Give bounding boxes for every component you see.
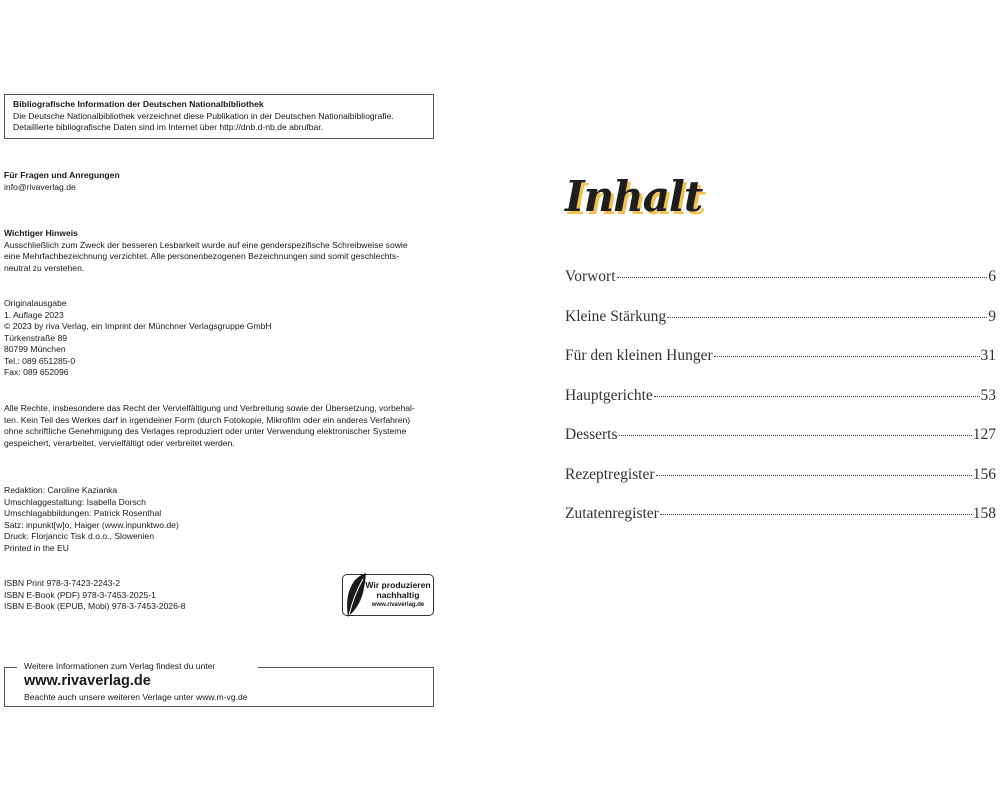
biblio-title: Bibliografische Information der Deutschen Nationalbibliothek	[13, 99, 264, 109]
isbn-line: ISBN E-Book (PDF) 978-3-7453-2025-1	[4, 589, 156, 600]
toc-entry[interactable]	[565, 505, 996, 545]
toc-leader-dots	[667, 317, 987, 318]
toc-entry[interactable]	[565, 387, 996, 427]
box-border-left	[5, 667, 17, 668]
sustainability-badge	[342, 574, 434, 616]
toc-leader-dots	[619, 435, 972, 436]
toc-label: Zutatenregister	[565, 505, 659, 522]
bibliographic-info-box	[4, 94, 434, 139]
credits-block	[4, 485, 179, 554]
publisher-url[interactable]: www.rivaverlag.de	[24, 673, 151, 689]
edition-line: Fax: 089 652096	[4, 367, 69, 377]
isbn-line: ISBN E-Book (EPUB, Mobi) 978-3-7453-2026-8	[4, 601, 186, 611]
notice-line: eine Mehrfachbezeichnung verzichtet. Alle personenbezogenen Bezeichnungen sind somit geschlechts-	[4, 251, 400, 261]
credits-line: Printed in the EU	[4, 542, 69, 553]
toc-leader-dots	[654, 396, 980, 397]
toc-label: Vorwort	[565, 268, 616, 285]
edition-line: © 2023 by riva Verlag, ein Imprint der Münchner Verlagsgruppe GmbH	[4, 321, 272, 331]
rights-line: ohne schriftliche Genehmigung des Verlages reproduziert oder unter Verwendung elektronischer Systeme	[4, 426, 407, 436]
toc-page-number: 53	[980, 386, 996, 404]
toc-label: Desserts	[565, 426, 618, 443]
edition-block	[4, 298, 272, 379]
badge-url: www.rivaverlag.de	[371, 602, 425, 608]
credits-line: Umschlagabbildungen: Patrick Rosenthal	[4, 508, 162, 518]
toc-page-number: 127	[972, 426, 996, 443]
rights-line: gespeichert, verarbeitet, vervielfältigt oder verbreitet werden.	[4, 437, 235, 448]
toc-leader-dots	[617, 277, 988, 278]
toc-leader-dots	[660, 514, 972, 515]
biblio-line: Die Deutsche Nationalbibliothek verzeichnet diese Publikation in der Deutschen Nationalbibliografie.	[13, 110, 394, 121]
rights-block	[4, 403, 415, 449]
rights-line: ten. Kein Teil des Werkes darf in irgendeiner Form (durch Fotokopie, Mikrofilm oder ein anderes Verfahren)	[4, 414, 411, 425]
contents-title: Inhalt	[565, 172, 703, 221]
toc-leader-dots	[656, 475, 972, 476]
toc-label: Rezeptregister	[565, 465, 655, 483]
toc-entry[interactable]	[565, 347, 996, 387]
publisher-info-box	[4, 661, 434, 707]
credits-line: Satz: inpunkt[w]o, Haiger (www.inpunktwo.de)	[4, 519, 179, 530]
toc-page-number: 31	[980, 347, 996, 364]
toc-page-number: 156	[972, 465, 996, 483]
toc-page-number: 158	[972, 505, 996, 522]
toc-entry[interactable]	[565, 308, 996, 348]
info-heading: Weitere Informationen zum Verlag findest du unter	[24, 661, 216, 671]
contents-page	[500, 0, 1000, 800]
edition-line: 1. Auflage 2023	[4, 309, 64, 320]
toc-label: Kleine Stärkung	[565, 307, 667, 325]
badge-line-2: nachhaltig	[376, 590, 420, 600]
toc-page-number: 6	[988, 268, 996, 285]
notice-block	[4, 228, 408, 274]
contact-heading: Für Fragen und Anregungen	[4, 170, 120, 180]
credits-line: Redaktion: Caroline Kazianka	[4, 485, 118, 495]
biblio-line: Detaillierte bibliografische Daten sind im Internet über http://dnb.d-nb.de abrufbar.	[13, 122, 324, 132]
edition-line: Originalausgabe	[4, 298, 67, 308]
box-border-right	[258, 667, 433, 668]
toc-label: Für den kleinen Hunger	[565, 347, 713, 364]
notice-heading: Wichtiger Hinweis	[4, 228, 78, 238]
toc-label: Hauptgerichte	[565, 386, 653, 404]
isbn-block	[4, 578, 186, 613]
contact-block	[4, 170, 120, 193]
info-more-publishers: Beachte auch unsere weiteren Verlage unter www.m-vg.de	[24, 692, 248, 702]
credits-line: Druck: Florjancic Tisk d.o.o., Slowenien	[4, 531, 154, 541]
toc-entry[interactable]	[565, 268, 996, 308]
toc-entry[interactable]	[565, 466, 996, 506]
isbn-line: ISBN Print 978-3-7423-2243-2	[4, 578, 121, 588]
notice-line: neutral zu verstehen.	[4, 262, 85, 273]
edition-line: Tel.: 089 651285-0	[4, 355, 76, 366]
edition-line: Türkenstraße 89	[4, 332, 68, 343]
toc-page-number: 9	[988, 307, 996, 325]
rights-line: Alle Rechte, insbesondere das Recht der Vervielfältigung und Verbreitung sowie der Übersetzung, vorbehal-	[4, 403, 415, 413]
credits-line: Umschlaggestaltung: Isabella Dorsch	[4, 496, 146, 507]
contact-email: info@rivaverlag.de	[4, 181, 76, 192]
toc-leader-dots	[714, 356, 980, 357]
toc-entry[interactable]	[565, 426, 996, 466]
notice-line: Ausschließlich zum Zweck der besseren Lesbarkeit wurde auf eine genderspezifische Schreibweise sowie	[4, 239, 408, 250]
edition-line: 80799 München	[4, 344, 66, 354]
table-of-contents	[565, 268, 996, 545]
badge-line-1: Wir produzieren	[365, 580, 431, 590]
